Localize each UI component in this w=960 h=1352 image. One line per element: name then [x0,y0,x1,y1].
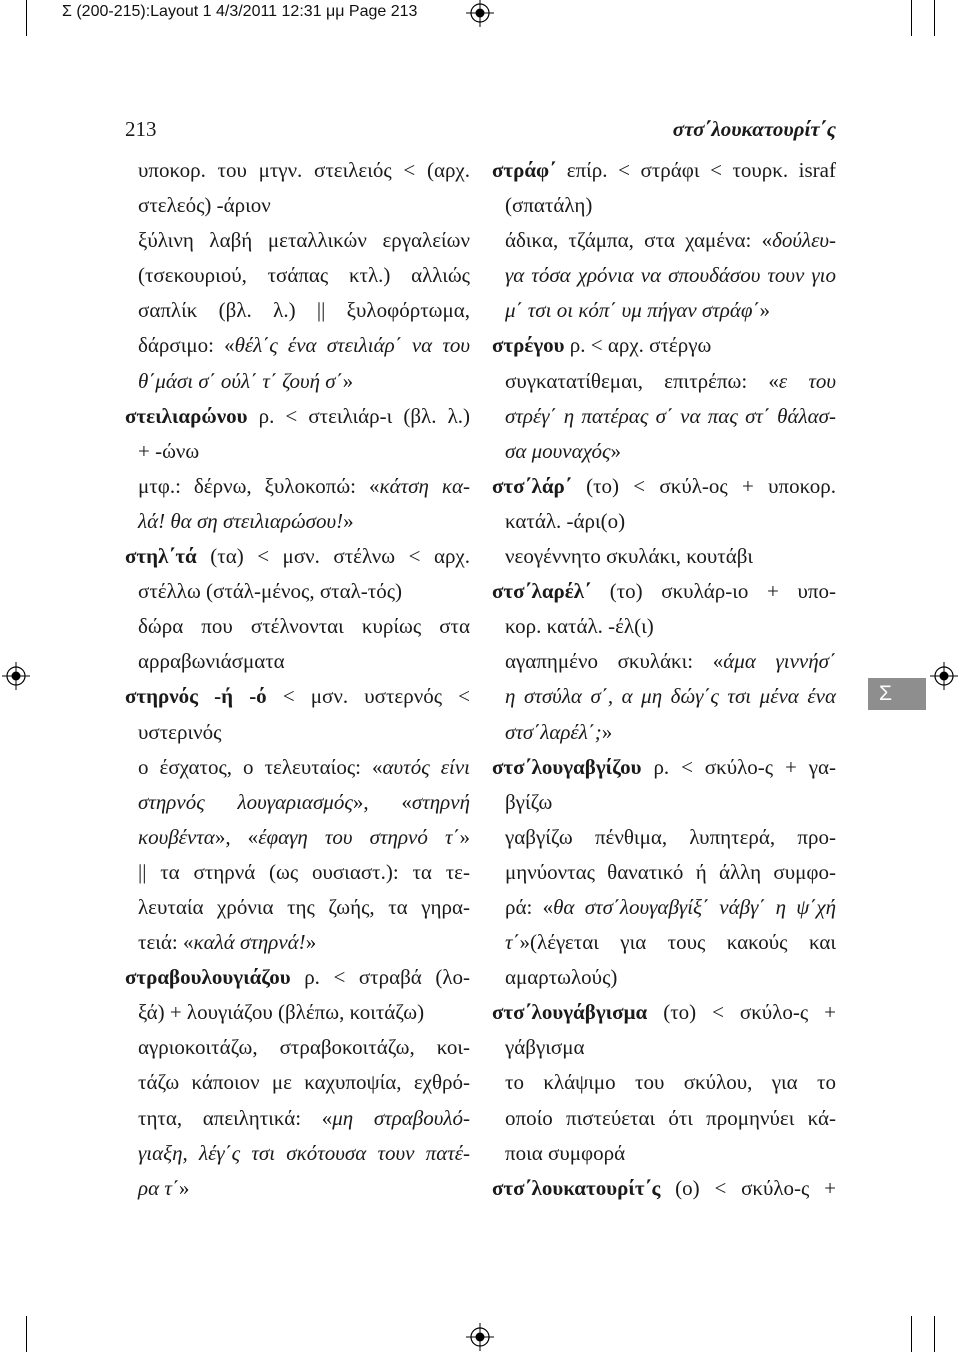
definition-text: ρ. < στραβά (λο- [290,965,470,990]
definition-text: (τα) < μσν. στέλνω < αρχ. [196,544,470,569]
dictionary-line [125,328,470,363]
quotation: γιαξη, λέγ΄ς τσι σκότουσα τουν πατέ- [138,1140,470,1165]
dictionary-line [125,609,470,644]
quotation: σα μουναχός [505,438,611,463]
dictionary-line [125,644,470,679]
definition-text: βγίζω [505,789,553,814]
definition-text: στελεός) -άριον [138,193,271,218]
headword: στηλ΄τά [125,544,197,569]
quotation: στηρνός λουγαριασμός [138,789,353,814]
dictionary-line [492,609,836,644]
dictionary-line [492,223,836,258]
thumb-tab-letter: Σ [879,682,892,705]
definition-text: νεογέννητο σκυλάκι, κουτάβι [505,544,754,569]
dictionary-line [492,750,836,785]
quotation: δούλευ- [772,228,836,253]
dictionary-line [125,293,470,328]
definition-text: δώρα που στέλνονται κυρίως στα [138,614,470,639]
dictionary-line [492,293,836,328]
quotation: γα τόσα χρόνια να σπουδάσου τουν γιο [505,263,836,288]
definition-text: » [178,1175,190,1200]
definition-text: » [342,368,354,393]
definition-text: ξά) + λουγιάζου (βλέπω, κοιτάζω) [138,1000,425,1025]
quotation: καλά στηρνά! [193,930,306,955]
crop-mark [911,1316,912,1352]
dictionary-line [492,328,836,363]
definition-text: υστερινός [138,719,222,744]
headword: στράφ΄ [492,158,557,182]
definition-text: » [343,508,354,533]
dictionary-line [125,925,470,960]
crop-mark [911,0,912,36]
definition-text: τειά: « [138,930,194,955]
dictionary-line [125,153,470,188]
registration-mark-right [929,661,959,691]
dictionary-line [492,539,836,574]
dictionary-line [492,434,836,469]
dictionary-line [492,258,836,293]
dictionary-line [492,399,836,434]
dictionary-line [492,855,836,890]
dictionary-line [125,785,470,820]
definition-text: επίρ. < στράφι < τουρκ. israf [556,158,836,182]
quotation: στηρνή [411,789,470,814]
dictionary-line [492,960,836,995]
definition-text: τάζω κάποιον με καχυποψία, εχθρό- [138,1070,470,1095]
registration-mark-top [465,0,495,28]
dictionary-line [125,223,470,258]
definition-text: άδικα, τζάμπα, στα χαμένα: « [505,228,773,253]
headword: στειλιαρώνου [125,403,248,428]
definition-text: » [610,438,621,463]
definition-text: υποκορ. του μτγν. στειλειός < (αρχ. [138,158,470,182]
definition-text: ο έσχατος, ο τελευταίος: « [138,754,383,779]
dictionary-line [125,855,470,890]
quotation: ρα τ΄ [138,1175,179,1200]
dictionary-line [492,715,836,750]
quotation: ε του [778,368,836,393]
quotation: η στσύλα σ΄, α μη δώγ΄ς τσι μένα ένα [505,684,836,709]
headword: στσ΄λουγάβγισμα [492,1000,648,1025]
definition-text: (το) < σκύλ-ος + υποκορ. [571,473,836,498]
crop-mark [934,1316,935,1352]
definition-text: < μσν. υστερνός < [266,684,470,709]
crop-mark [26,0,27,36]
definition-text: (το) < σκύλο-ς + [647,1000,836,1025]
definition-text: ξύλινη λαβή μεταλλικών εργαλείων [138,228,470,253]
left-column [125,153,470,1206]
definition-text: » [305,930,317,955]
dictionary-line [492,785,836,820]
definition-text: ρά: « [505,894,554,919]
dictionary-line [492,644,836,679]
quotation: μ΄ τσι οι κόπ΄ υμ πήγαν στράφ΄ [505,298,760,323]
definition-text: αρραβωνιάσματα [138,649,285,674]
dictionary-line [492,1171,836,1206]
quotation: θ΄μάσι σ΄ ούλ΄ τ΄ ζουή σ΄ [138,368,343,393]
definition-text: αμαρτωλούς) [505,965,618,990]
headword: στσ΄λαρέλ΄ [492,579,592,604]
dictionary-line [125,364,470,399]
dictionary-line [125,504,470,539]
definition-text: οποίο πιστεύεται ότι προμηνύει κά- [505,1105,836,1130]
dictionary-line [125,258,470,293]
dictionary-line [125,679,470,714]
definition-text: »(λέγεται για τους κακούς και [519,930,836,955]
quotation: στσ΄λαρέλ΄; [505,719,602,744]
dictionary-line [492,1030,836,1065]
quotation: θέλ΄ς ένα στειλιάρ΄ να του [234,333,470,358]
headword: στσ΄λάρ΄ [492,473,572,498]
quotation: τ΄ [505,930,520,955]
registration-crosshair [930,662,958,690]
dictionary-line [125,995,470,1030]
headword: στσ΄λουγαβγίζου [492,754,642,779]
registration-mark-left [1,661,31,691]
registration-crosshair [2,662,30,690]
dictionary-line [492,925,836,960]
dictionary-line [125,434,470,469]
thumb-tab [868,678,926,710]
dictionary-line [492,1136,836,1171]
definition-text: ρ. < αρχ. στέργω [564,333,712,358]
dictionary-line [492,153,836,188]
page-number: 213 [125,117,157,141]
definition-text: » [601,719,613,744]
dictionary-line [125,750,470,785]
definition-text: (σπατάλη) [505,193,593,218]
dictionary-line [125,574,470,609]
dictionary-line [492,679,836,714]
dictionary-line [492,890,836,925]
definition-text: (τσεκουριού, τσάπας κτλ.) αλλιώς [138,263,470,288]
definition-text: τητα, απειλητικά: « [138,1105,333,1130]
quotation: άμα γιννήσ΄ [723,649,837,674]
definition-text: ρ. < σκύλο-ς + γα- [641,754,836,779]
dictionary-line [125,1171,470,1206]
dictionary-line [125,399,470,434]
definition-text: ρ. < στειλιάρ-ι (βλ. λ.) [247,403,470,428]
dictionary-line [492,1065,836,1100]
definition-text: », « [352,789,412,814]
definition-text: », « [214,824,259,849]
headword: στρέγου [492,333,565,358]
crop-mark [934,0,935,36]
dictionary-line [125,1030,470,1065]
crop-mark [26,1316,27,1352]
dictionary-line [492,504,836,539]
right-column [492,153,836,1206]
definition-text: κατάλ. -άρι(ο) [505,508,626,533]
quotation: μη στραβουλό- [332,1105,470,1130]
headword: στραβουλουγιάζου [125,965,291,990]
definition-text: γάβγισμα [505,1035,585,1060]
definition-text: (το) σκυλάρ-ιο + υπο- [591,579,836,604]
dictionary-line [492,995,836,1030]
definition-text: στέλλω (στάλ-μένος, σταλ-τός) [138,579,403,604]
dictionary-line [125,469,470,504]
definition-text: λευταία χρόνια της ζωής, τα γηρα- [138,894,470,919]
definition-text: + -ώνω [138,438,200,463]
quotation: κάτση κα- [379,473,470,498]
definition-text: μηνύοντας θανατικό ή άλλη συμφο- [505,859,836,884]
definition-text: το κλάψιμο του σκύλου, για το [505,1070,836,1095]
definition-text: » [759,298,770,323]
headword: στσ΄λουκατουρίτ΄ς [492,1175,661,1200]
registration-mark-bottom [465,1322,495,1352]
dictionary-line [125,960,470,995]
dictionary-line [125,1065,470,1100]
definition-text: αγαπημένο σκυλάκι: « [505,649,724,674]
dictionary-line [125,539,470,574]
quotation: στρέγ΄ η πατέρας σ΄ να πας στ΄ θάλασ- [505,403,836,428]
quotation: κουβέντα [138,824,215,849]
dictionary-line [492,364,836,399]
dictionary-line [492,469,836,504]
quotation: θα στσ΄λουγαβγίξ΄ νάβγ΄ η ψ΄χή [553,894,836,919]
quotation: αυτός είνι [382,754,471,779]
registration-crosshair [466,0,494,27]
headword: στηρνός -ή -ό [125,684,267,709]
dictionary-line [125,1101,470,1136]
running-head: στσ΄λουκατουρίτ΄ς [672,117,836,141]
definition-text: γαβγίζω πένθιμα, λυπητερά, προ- [505,824,836,849]
dictionary-line [125,715,470,750]
definition-text: μτφ.: δέρνω, ξυλοκοπώ: « [138,473,380,498]
print-slug: Σ (200-215):Layout 1 4/3/2011 12:31 μμ Page 213 [62,3,418,20]
dictionary-line [125,1136,470,1171]
definition-text: ποια συμφορά [505,1140,626,1165]
dictionary-line [125,188,470,223]
registration-crosshair [466,1323,494,1351]
dictionary-line [492,574,836,609]
definition-text: σαπλίκ (βλ. λ.) || ξυλοφόρτωμα, [138,298,470,323]
quotation: έφαγη του στηρνό τ΄ [258,824,460,849]
definition-text: κορ. κατάλ. -έλ(ι) [505,614,654,639]
definition-text: συγκατατίθεμαι, επιτρέπω: « [505,368,779,393]
dictionary-line [125,820,470,855]
definition-text: » [459,824,471,849]
quotation: λά! θα ση στειλιαρώσου! [138,508,344,533]
dictionary-line [492,188,836,223]
definition-text: (ο) < σκύλο-ς + [660,1175,836,1200]
dictionary-line [125,890,470,925]
definition-text: δάρσιμο: « [138,333,235,358]
dictionary-line [492,1101,836,1136]
dictionary-line [492,820,836,855]
definition-text: αγριοκοιτάζω, στραβοκοιτάζω, κοι- [138,1035,470,1060]
definition-text: || τα στηρνά (ως ουσιαστ.): τα τε- [138,859,470,884]
